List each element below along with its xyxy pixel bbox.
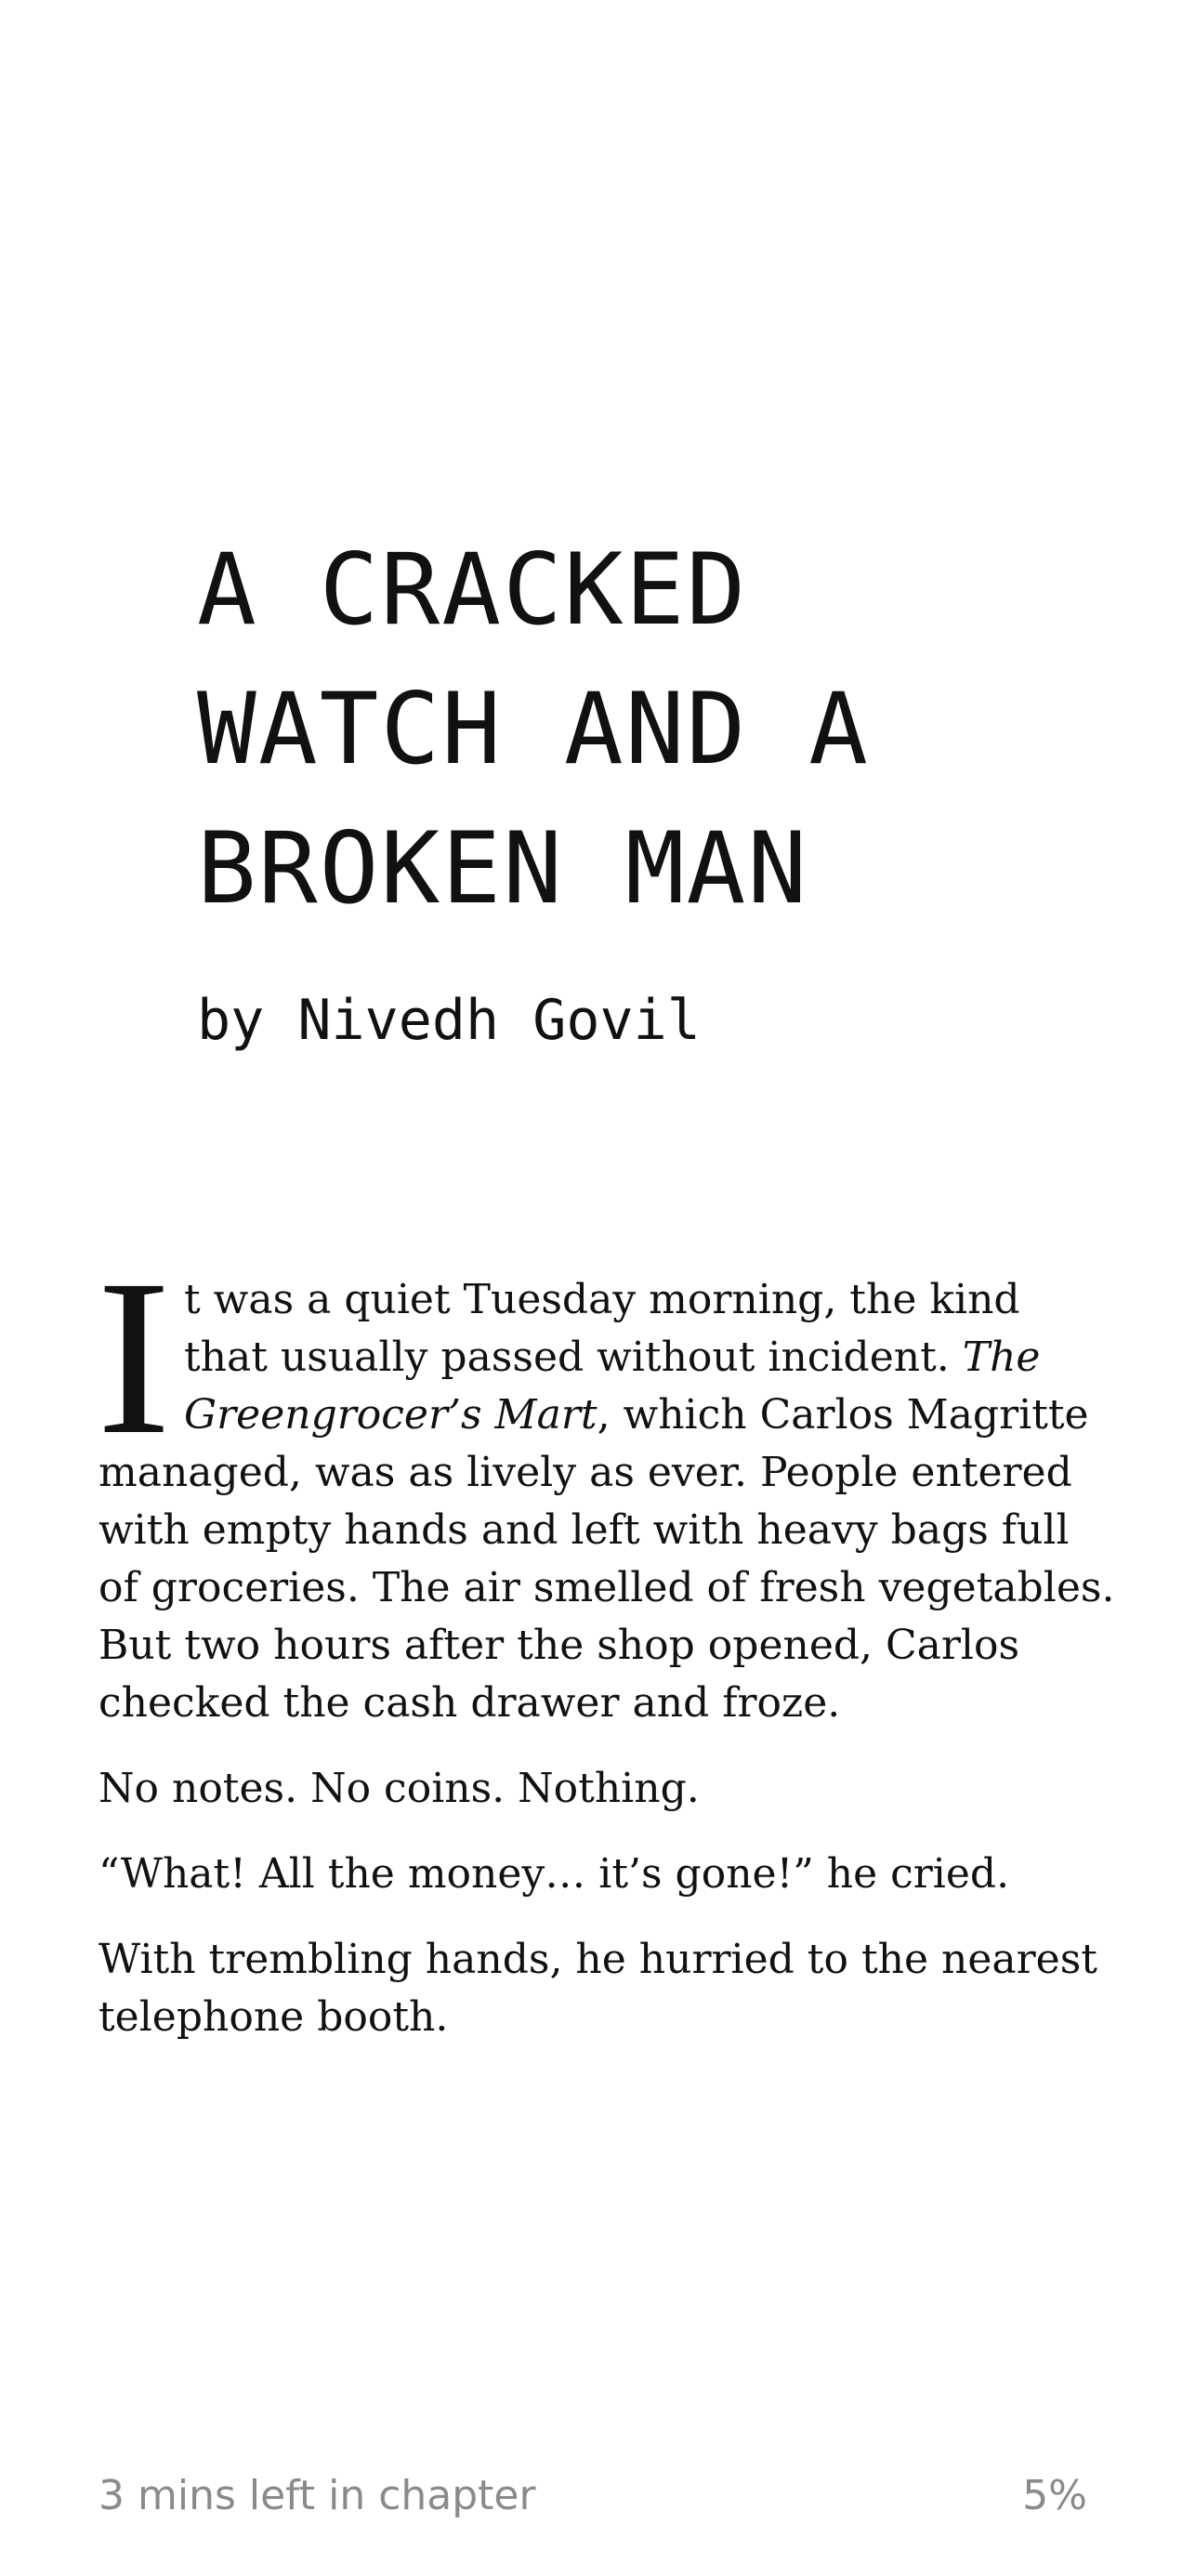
paragraph (98, 1931, 1097, 2046)
chapter-title-line: BROKEN MAN (197, 811, 809, 926)
time-left-in-chapter[interactable]: 3 mins left in chapter (98, 2472, 536, 2519)
chapter-title-line: A CRACKED (197, 532, 748, 647)
text-line: telephone booth. (98, 1993, 449, 2041)
drop-cap: I (97, 1233, 171, 1480)
text-line: checked the cash drawer and froze. (98, 1679, 841, 1727)
text-line: managed, was as lively as ever. People entered (98, 1449, 1072, 1496)
progress-percent[interactable]: 5% (1022, 2472, 1087, 2519)
text-line (98, 1329, 1093, 1387)
text-line (98, 1271, 1093, 1329)
text-line: But two hours after the shop opened, Carlos (98, 1622, 1020, 1669)
paragraph: No notes. No coins. Nothing. (98, 1765, 700, 1812)
italic-text: Greengrocer’s Mart (184, 1391, 598, 1439)
chapter-body (97, 1233, 1115, 2074)
chapter-title (197, 520, 1033, 939)
author-byline: by Nivedh Govil (197, 988, 701, 1053)
text-line: of groceries. The air smelled of fresh vegetables. (98, 1564, 1115, 1611)
chapter-title-line: WATCH AND A (197, 672, 870, 786)
text-line: With trembling hands, he hurried to the nearest (98, 1936, 1097, 1983)
text-line: with empty hands and left with heavy bags full (98, 1506, 1070, 1554)
text-line (98, 1387, 1093, 1444)
italic-text: The (962, 1334, 1041, 1381)
text-span: that usually passed without incident. (184, 1334, 963, 1381)
text-span: t was a quiet Tuesday morning, the kind (184, 1276, 1020, 1323)
paragraph (97, 1233, 1115, 1732)
text-span: , which Carlos Magritte (597, 1391, 1089, 1439)
paragraph: “What! All the money… it’s gone!” he cried. (98, 1850, 1010, 1898)
reading-progress-footer[interactable] (98, 2468, 1087, 2524)
